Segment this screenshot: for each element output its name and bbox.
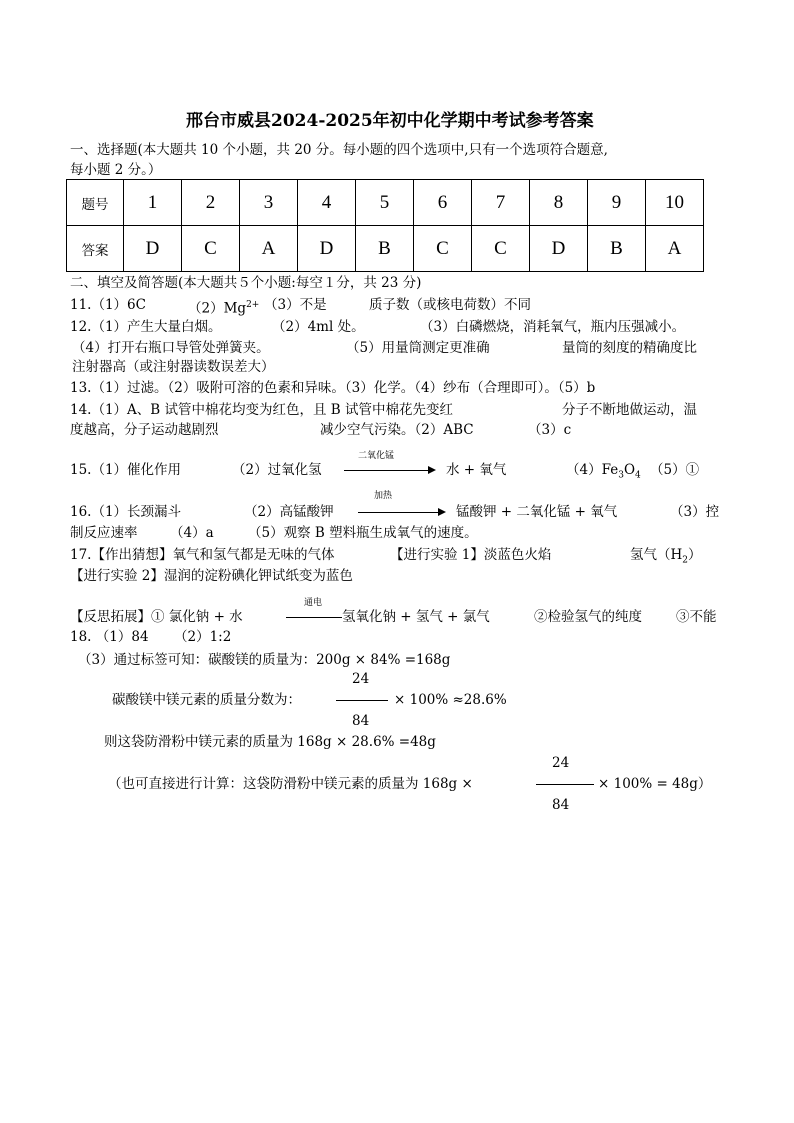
table-cell: C [472,226,530,272]
q18-fraction1-bar [336,700,388,701]
q18-part1: 18. （1）84 [70,629,149,645]
q17-reaction-line [286,617,342,618]
table-cell: 7 [472,180,530,226]
q18-part3: （3）通过标签可知：碳酸镁的质量为：200g × 84% =168g [78,652,451,668]
q15-catalyst-label: 二氧化锰 [358,451,395,461]
q18-part4: 碳酸镁中镁元素的质量分数为： [112,692,301,708]
q11-part3: （3）不是 [264,297,327,313]
q16-part7: （5）观察 B 塑料瓶生成氧气的速度。 [248,525,478,541]
table-header-cell: 题号 [67,180,124,226]
q18-fraction2-numerator: 24 [552,755,570,771]
q16-part3: 锰酸钾 + 二氧化锰 + 氧气 [456,504,618,520]
table-cell: 8 [530,180,588,226]
q17-condition-label: 通电 [304,598,323,608]
q18-part2: （2）1:2 [174,629,232,645]
q12-part5: （5）用量筒测定更准确 [346,340,490,356]
answer-table [66,179,704,272]
q17-part8: ③不能 [676,609,717,625]
table-cell: 5 [356,180,414,226]
table-cell: D [530,226,588,272]
table-cell: 6 [414,180,472,226]
table-cell: 3 [240,180,298,226]
table-cell: A [240,226,298,272]
q18-fraction1-numerator: 24 [352,671,370,687]
page-title: 邢台市威县2024-2025年初中化学期中考试参考答案 [186,111,594,131]
section1-intro-line1: 一、选择题(本大题共 10 个小题，共 20 分。每小题的四个选项中,只有一个选项符合题意, [70,142,608,158]
q12-part6: 量筒的刻度的精确度比 [562,340,697,356]
table-cell: C [182,226,240,272]
table-header-cell: 答案 [67,226,124,272]
q16-part2: （2）高锰酸钾 [244,504,334,520]
q18-fraction2-denominator: 84 [552,797,570,813]
q15-reaction-arrow [344,470,428,471]
table-cell: 2 [182,180,240,226]
q14-part1: 14.（1）A、B 试管中棉花均变为红色，且 B 试管中棉花先变红 [70,402,454,418]
q17-part3: 氢气$(H_2)$ [630,547,702,566]
q12-part7: 注射器高（或注射器读数误差大） [72,359,275,375]
q17-part2: 【进行实验 1】淡蓝色火焰 [390,547,552,563]
table-cell: 1 [124,180,182,226]
q18-part7: （也可直接进行计算：这袋防滑粉中镁元素的质量为 168g × [108,776,473,792]
q14-part3: 度越高，分子运动越剧烈 [70,422,219,438]
table-cell: D [124,226,182,272]
q12-part2: （2）4ml 处。 [272,319,365,335]
q18-part6: 则这袋防滑粉中镁元素的质量为 168g × 28.6% =48g [104,734,436,750]
q14-part4: 减少空气污染。（2）ABC [320,422,474,438]
q17-part6: 氢氧化钠 + 氢气 + 氯气 [342,609,490,625]
q15-part1: 15.（1）催化作用 [70,462,182,478]
q15-part3: 水 + 氧气 [446,462,507,478]
table-cell: C [414,226,472,272]
q15-part5: （5）① [650,462,700,478]
arrow-head-icon [438,508,446,516]
table-cell: A [646,226,704,272]
q16-part4: （3）控 [670,504,720,520]
q17-part5: 【反思拓展】① 氯化钠 + 水 [70,609,243,625]
q12-part4: （4）打开右瓶口导管处弹簧夹。 [72,340,270,356]
table-row-numbers [67,180,704,226]
q18-part8: × 100% = 48g） [598,776,712,792]
table-row-answers [67,226,704,272]
table-cell: 9 [588,180,646,226]
q16-part5: 制反应速率 [70,525,138,541]
table-cell: D [298,226,356,272]
q16-condition-label: 加热 [374,491,393,501]
q15-part2: （2）过氧化氢 [232,462,322,478]
q18-fraction2-bar [536,784,594,785]
table-cell: B [588,226,646,272]
q14-part5: （3）c [528,422,572,438]
q14-part2: 分子不断地做运动，温 [562,402,697,418]
q16-part6: （4）a [170,525,214,541]
q12-part3: （3）白磷燃烧，消耗氧气，瓶内压强减小。 [420,319,686,335]
arrow-head-icon [428,466,436,474]
table-cell: B [356,226,414,272]
q17-part4: 【进行实验 2】湿润的淀粉碘化钾试纸变为蓝色 [70,568,353,584]
q11-part1: 11.（1）6C [70,297,146,313]
section2-heading: 二、填空及简答题(本大题共５个小题:每空１分，共 23 分) [70,275,422,291]
q12-part1: 12.（1）产生大量白烟。 [70,319,222,335]
q11-part2: $(2)Mg^{2+}$ [188,300,260,317]
q16-reaction-arrow [358,512,438,513]
section1-intro-line2: 每小题 2 分。） [70,162,162,178]
q13: 13.（1）过滤。（2）吸附可溶的色素和异味。（3）化学。（4）纱布（合理即可）。（5）b [70,380,596,396]
q16-part1: 16.（1）长颈漏斗 [70,504,182,520]
q17-part1: 17.【作出猜想】氧气和氢气都是无味的气体 [70,547,335,563]
table-cell: 4 [298,180,356,226]
q15-part4: $(4)Fe_3O_4$ [566,462,641,481]
q17-part7: ②检验氢气的纯度 [534,609,642,625]
q18-part5: × 100% ≈28.6% [394,692,507,708]
q18-fraction1-denominator: 84 [352,713,370,729]
q11-part4: 质子数（或核电荷数）不同 [369,297,531,313]
table-cell: 10 [646,180,704,226]
